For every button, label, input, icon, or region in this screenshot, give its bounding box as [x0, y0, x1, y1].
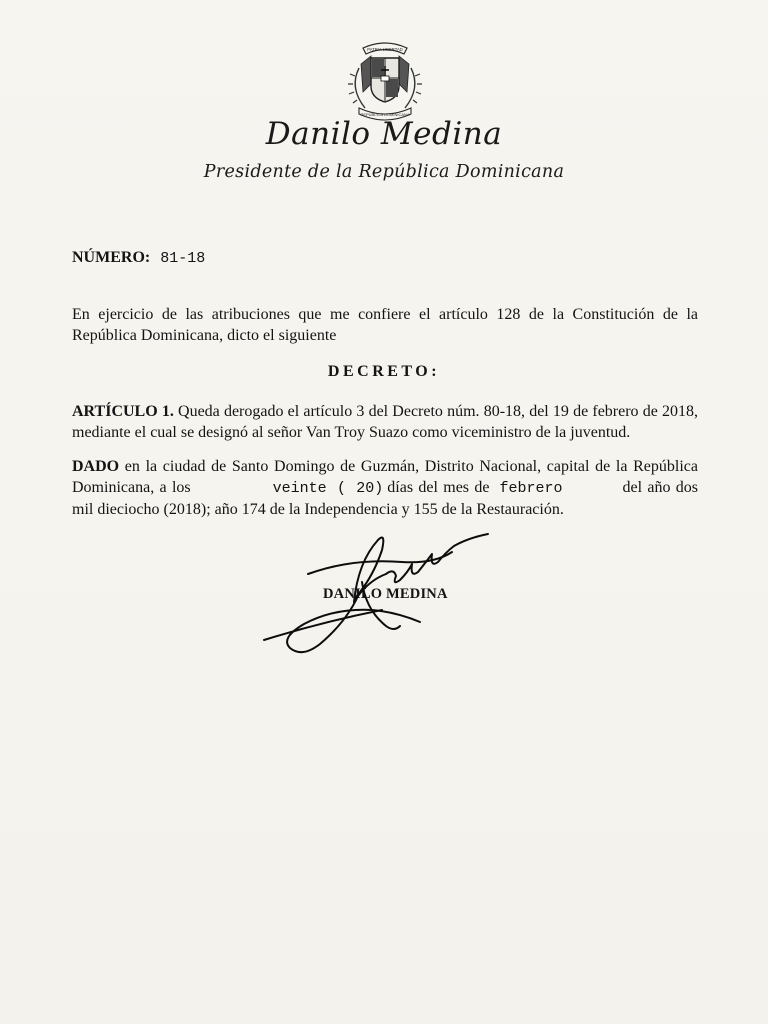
- seal-motto-text: PATRIA LIBERTAD: [367, 47, 403, 52]
- letterhead-title: Presidente de la República Dominicana: [203, 162, 565, 182]
- dado-month-fill: febrero: [499, 480, 563, 497]
- seal-country-text: REPÚBLICA DOMINICANA: [360, 112, 410, 117]
- dado-label: DADO: [72, 458, 120, 475]
- decree-number-value: 81-18: [160, 250, 206, 267]
- handwritten-signature-icon: [262, 522, 494, 662]
- signatory-name: DANILO MEDINA: [323, 586, 448, 602]
- intro-paragraph: En ejercicio de las atribuciones que me confiere el artículo 128 de la Constitución de la República Dominicana, dicto el siguiente: [72, 306, 698, 344]
- dado-paragraph: [72, 456, 698, 520]
- dado-text-3: del año dos mil dieciocho (2018); año 174 de la Independencia y 155 de la Restauración.: [72, 479, 699, 518]
- decree-number: [72, 249, 205, 267]
- dado-text-1: en la ciudad de Santo Domingo de Guzmán, Distrito Nacional, capital de la República Dominicana, a los: [72, 458, 698, 496]
- dado-day-fill: veinte ( 20): [272, 480, 384, 497]
- dado-text-2: días del mes de: [387, 479, 490, 496]
- article-1-text: Queda derogado el artículo 3 del Decreto núm. 80-18, del 19 de febrero de 2018, mediante el cual se designó al señor Van Troy Suazo como viceministro de la juventud.: [72, 403, 699, 441]
- dominican-coat-of-arms-icon: [341, 34, 429, 126]
- decree-number-label: NÚMERO:: [72, 249, 151, 266]
- article-1-paragraph: [72, 401, 698, 443]
- article-1-label: ARTÍCULO 1.: [72, 403, 174, 420]
- letterhead-name: Danilo Medina: [265, 116, 503, 152]
- decree-heading: DECRETO:: [327, 363, 441, 380]
